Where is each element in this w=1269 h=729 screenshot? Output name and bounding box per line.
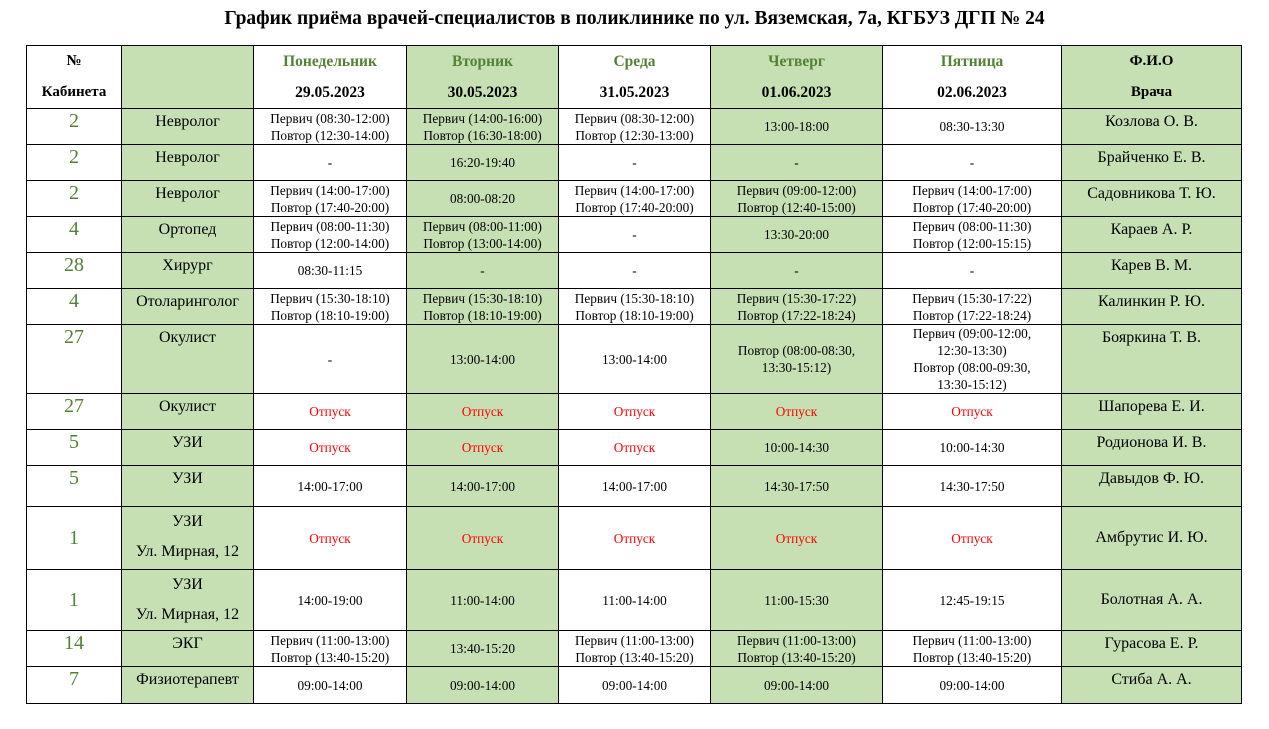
schedule-cell <box>559 145 711 181</box>
specialty-label: УЗИ <box>172 434 203 451</box>
time-slot: 13:30-15:12) <box>761 360 832 375</box>
specialty <box>122 507 254 570</box>
vacation-label: Отпуск <box>613 404 656 419</box>
doctor-name: Калинкин Р. Ю. <box>1062 289 1242 325</box>
schedule-cell <box>559 289 711 325</box>
schedule-table <box>26 45 1242 704</box>
specialty <box>122 667 254 704</box>
time-slot: 09:00-14:00 <box>449 677 515 693</box>
vacation-label: Отпуск <box>461 440 504 455</box>
time-slot: 16:20-19:40 <box>449 155 515 170</box>
time-slot: Первич (11:00-13:00) <box>575 632 694 648</box>
schedule-cell <box>559 570 711 631</box>
time-slot: 14:00-17:00 <box>601 478 667 494</box>
time-slot: - <box>969 263 975 278</box>
time-slot: 09:00-14:00 <box>939 677 1005 693</box>
specialty-label: Отоларинголог <box>136 293 239 310</box>
schedule-cell <box>254 570 407 631</box>
table-row <box>27 145 1242 181</box>
time-slot: Повтор (17:22-18:24) <box>737 307 856 323</box>
time-slot: 08:00-08:20 <box>449 191 515 206</box>
time-slot: 14:30-17:50 <box>939 478 1005 494</box>
schedule-cell <box>559 667 711 704</box>
time-slot: Первич (08:00-11:30) <box>270 218 390 234</box>
vacation-label: Отпуск <box>951 404 993 419</box>
schedule-cell <box>407 667 559 704</box>
schedule-cell <box>559 631 711 667</box>
time-slot: Первич (09:00-12:00, <box>912 326 1032 341</box>
time-slot: Повтор (17:22-18:24) <box>912 307 1032 323</box>
time-slot: 08:30-13:30 <box>939 119 1005 134</box>
table-row <box>27 570 1242 631</box>
schedule-cell <box>407 181 559 217</box>
specialty <box>122 466 254 507</box>
schedule-cell <box>711 430 883 466</box>
schedule-cell <box>559 181 711 217</box>
time-slot: 09:00-14:00 <box>763 677 829 693</box>
time-slot: Первич (11:00-13:00) <box>912 632 1032 648</box>
vacation-label: Отпуск <box>613 440 656 455</box>
time-slot: Повтор (16:30-18:00) <box>423 127 542 143</box>
time-slot: Первич (08:00-11:00) <box>423 218 542 234</box>
time-slot: Первич (14:00-17:00) <box>270 182 390 198</box>
doctor-name: Болотная А. А. <box>1062 570 1242 631</box>
schedule-cell <box>883 145 1062 181</box>
header-day-tue: Вторник 30.05.2023 <box>407 46 559 109</box>
time-slot: Повтор (08:00-09:30, <box>913 360 1031 375</box>
time-slot: 14:00-19:00 <box>297 592 363 608</box>
schedule-cell <box>254 667 407 704</box>
time-slot: Повтор (18:10-19:00) <box>423 307 542 323</box>
specialty <box>122 325 254 394</box>
schedule-cell <box>254 430 407 466</box>
table-row <box>27 217 1242 253</box>
schedule-cell <box>883 667 1062 704</box>
room-number: 2 <box>27 181 122 217</box>
doctor-name: Козлова О. В. <box>1062 109 1242 145</box>
time-slot: Первич (11:00-13:00) <box>737 632 856 648</box>
specialty-label: Окулист <box>158 398 217 415</box>
specialty <box>122 289 254 325</box>
schedule-cell <box>559 109 711 145</box>
time-slot: - <box>794 155 799 170</box>
time-slot: 14:00-17:00 <box>297 478 363 494</box>
specialty <box>122 181 254 217</box>
table-row <box>27 181 1242 217</box>
header-day-thu: Четверг 01.06.2023 <box>711 46 883 109</box>
schedule-cell <box>407 217 559 253</box>
schedule-cell <box>254 181 407 217</box>
schedule-cell <box>407 631 559 667</box>
schedule-cell <box>883 181 1062 217</box>
specialty-label: Ортопед <box>158 221 217 238</box>
room-number: 27 <box>27 325 122 394</box>
schedule-cell <box>559 325 711 394</box>
schedule-cell <box>407 289 559 325</box>
time-slot: 12:45-19:15 <box>939 592 1005 608</box>
table-row <box>27 253 1242 289</box>
schedule-cell <box>711 181 883 217</box>
doctor-name: Карев В. М. <box>1062 253 1242 289</box>
schedule-cell <box>883 289 1062 325</box>
doctor-name: Бояркина Т. В. <box>1062 325 1242 394</box>
vacation-label: Отпуск <box>309 530 351 546</box>
vacation-label: Отпуск <box>309 440 351 455</box>
time-slot: Повтор (13:40-15:20) <box>737 649 856 665</box>
table-row <box>27 466 1242 507</box>
time-slot: 08:30-11:15 <box>297 263 363 278</box>
doctor-name: Стиба А. А. <box>1062 667 1242 704</box>
doctor-name: Гурасова Е. Р. <box>1062 631 1242 667</box>
specialty-label: УЗИ <box>172 513 203 530</box>
room-number: 5 <box>27 466 122 507</box>
schedule-cell <box>407 507 559 570</box>
schedule-cell <box>407 253 559 289</box>
schedule-cell <box>883 570 1062 631</box>
room-number: 1 <box>27 507 122 570</box>
schedule-cell <box>711 507 883 570</box>
time-slot: Первич (11:00-13:00) <box>270 632 390 648</box>
specialty <box>122 145 254 181</box>
table-row <box>27 507 1242 570</box>
schedule-cell <box>254 466 407 507</box>
specialty-label: УЗИ <box>172 470 203 487</box>
time-slot: Повтор (13:40-15:20) <box>270 649 390 665</box>
time-slot: 09:00-14:00 <box>297 677 363 693</box>
vacation-label: Отпуск <box>461 404 504 419</box>
schedule-cell <box>254 507 407 570</box>
table-row <box>27 109 1242 145</box>
time-slot: Повтор (12:30-14:00) <box>270 127 390 143</box>
vacation-label: Отпуск <box>775 530 818 546</box>
time-slot: 14:30-17:50 <box>763 478 829 494</box>
header-row <box>27 46 1242 109</box>
time-slot: Повтор (13:40-15:20) <box>575 649 694 665</box>
schedule-cell <box>254 253 407 289</box>
time-slot: Повтор (08:00-08:30, <box>737 343 856 358</box>
schedule-cell <box>407 109 559 145</box>
schedule-cell <box>883 217 1062 253</box>
specialty-label: Ул. Мирная, 12 <box>135 606 240 623</box>
specialty-label: УЗИ <box>172 576 203 593</box>
time-slot: Первич (15:30-17:22) <box>912 290 1032 306</box>
time-slot: Повтор (12:30-13:00) <box>575 127 694 143</box>
schedule-cell <box>559 394 711 430</box>
schedule-cell <box>559 217 711 253</box>
time-slot: - <box>794 263 799 278</box>
doctor-name: Садовникова Т. Ю. <box>1062 181 1242 217</box>
schedule-cell <box>407 570 559 631</box>
schedule-cell <box>559 430 711 466</box>
room-number: 2 <box>27 145 122 181</box>
schedule-cell <box>711 466 883 507</box>
specialty-label: Невролог <box>155 113 220 130</box>
specialty <box>122 217 254 253</box>
time-slot: 12:30-13:30) <box>937 343 1007 358</box>
doctor-name: Родионова И. В. <box>1062 430 1242 466</box>
specialty-label: Невролог <box>155 149 220 166</box>
schedule-cell <box>254 217 407 253</box>
time-slot: Повтор (13:00-14:00) <box>423 235 542 251</box>
vacation-label: Отпуск <box>309 404 351 419</box>
time-slot: Повтор (12:00-14:00) <box>270 235 390 251</box>
schedule-cell <box>711 667 883 704</box>
schedule-cell <box>407 430 559 466</box>
header-day-wed: Среда 31.05.2023 <box>559 46 711 109</box>
schedule-cell <box>711 145 883 181</box>
vacation-label: Отпуск <box>951 530 993 546</box>
schedule-cell <box>711 289 883 325</box>
doctor-name: Шапорева Е. И. <box>1062 394 1242 430</box>
schedule-cell <box>883 631 1062 667</box>
time-slot: Повтор (17:40-20:00) <box>912 199 1032 215</box>
time-slot: 13:00-14:00 <box>601 351 667 367</box>
time-slot: Повтор (12:00-15:15) <box>912 235 1032 251</box>
time-slot: Первич (14:00-16:00) <box>422 110 543 126</box>
table-row <box>27 325 1242 394</box>
schedule-cell <box>883 325 1062 394</box>
schedule-cell <box>254 325 407 394</box>
doctor-name: Давыдов Ф. Ю. <box>1062 466 1242 507</box>
time-slot: - <box>480 263 485 278</box>
specialty <box>122 631 254 667</box>
time-slot: 13:30-15:12) <box>937 377 1007 392</box>
room-number: 28 <box>27 253 122 289</box>
time-slot: 10:00-14:30 <box>763 440 829 455</box>
specialty-label: Невролог <box>155 185 220 202</box>
table-row <box>27 430 1242 466</box>
schedule-cell <box>407 394 559 430</box>
time-slot: Повтор (13:40-15:20) <box>912 649 1032 665</box>
schedule-cell <box>883 253 1062 289</box>
time-slot: Повтор (18:10-19:00) <box>270 307 390 323</box>
room-number: 27 <box>27 394 122 430</box>
time-slot: Первич (14:00-17:00) <box>912 182 1032 198</box>
schedule-cell <box>711 109 883 145</box>
schedule-cell <box>254 145 407 181</box>
schedule-cell <box>711 394 883 430</box>
time-slot: Первич (15:30-18:10) <box>574 290 695 306</box>
table-row <box>27 394 1242 430</box>
vacation-label: Отпуск <box>461 530 504 546</box>
schedule-cell <box>254 289 407 325</box>
specialty <box>122 253 254 289</box>
room-number: 5 <box>27 430 122 466</box>
time-slot: Повтор (17:40-20:00) <box>270 199 390 215</box>
time-slot: 11:00-14:00 <box>602 592 667 608</box>
schedule-cell <box>711 325 883 394</box>
schedule-cell <box>711 631 883 667</box>
time-slot: Первич (08:00-11:30) <box>912 218 1032 234</box>
header-doctor: Ф.И.О Врача <box>1062 46 1242 109</box>
schedule-cell <box>407 145 559 181</box>
schedule-cell <box>559 507 711 570</box>
time-slot: 13:00-18:00 <box>763 119 829 134</box>
schedule-cell <box>883 394 1062 430</box>
schedule-cell <box>883 507 1062 570</box>
schedule-cell <box>883 466 1062 507</box>
specialty-label: Хирург <box>162 257 213 274</box>
room-number: 4 <box>27 289 122 325</box>
time-slot: 11:00-15:30 <box>764 592 829 608</box>
schedule-cell <box>711 253 883 289</box>
time-slot: - <box>327 351 333 367</box>
specialty <box>122 394 254 430</box>
doctor-name: Брайченко Е. В. <box>1062 145 1242 181</box>
schedule-cell <box>254 631 407 667</box>
schedule-cell <box>254 394 407 430</box>
time-slot: Повтор (17:40-20:00) <box>575 199 694 215</box>
time-slot: - <box>632 155 637 170</box>
header-room: № Кабинета <box>27 46 122 109</box>
schedule-cell <box>711 570 883 631</box>
schedule-cell <box>559 253 711 289</box>
time-slot: Первич (15:30-18:10) <box>270 290 390 306</box>
room-number: 14 <box>27 631 122 667</box>
time-slot: 14:00-17:00 <box>449 478 515 494</box>
schedule-cell <box>407 325 559 394</box>
room-number: 1 <box>27 570 122 631</box>
time-slot: - <box>632 263 637 278</box>
time-slot: - <box>632 227 637 242</box>
time-slot: Первич (08:30-12:00) <box>270 110 390 126</box>
schedule-body <box>27 109 1242 704</box>
schedule-cell <box>407 466 559 507</box>
header-day-mon: Понедельник 29.05.2023 <box>254 46 407 109</box>
time-slot: Первич (15:30-18:10) <box>422 290 543 306</box>
time-slot: Первич (09:00-12:00) <box>736 182 857 198</box>
schedule-cell <box>559 466 711 507</box>
table-row <box>27 631 1242 667</box>
schedule-cell <box>254 109 407 145</box>
vacation-label: Отпуск <box>775 404 818 419</box>
time-slot: Повтор (12:40-15:00) <box>737 199 856 215</box>
doctor-name: Караев А. Р. <box>1062 217 1242 253</box>
room-number: 2 <box>27 109 122 145</box>
specialty-label: Ул. Мирная, 12 <box>135 543 240 560</box>
specialty-label: Физиотерапевт <box>136 671 239 688</box>
time-slot: 13:00-14:00 <box>449 351 515 367</box>
time-slot: Первич (14:00-17:00) <box>574 182 695 198</box>
specialty <box>122 109 254 145</box>
specialty-label: ЭКГ <box>172 635 203 652</box>
time-slot: 09:00-14:00 <box>601 677 667 693</box>
time-slot: Первич (15:30-17:22) <box>736 290 857 306</box>
time-slot: 13:30-20:00 <box>763 227 829 242</box>
time-slot: Первич (08:30-12:00) <box>574 110 695 126</box>
table-row <box>27 667 1242 704</box>
room-number: 7 <box>27 667 122 704</box>
time-slot: 13:40-15:20 <box>449 641 515 656</box>
time-slot: 11:00-14:00 <box>450 592 515 608</box>
time-slot: - <box>327 155 333 170</box>
doctor-name: Амбрутис И. Ю. <box>1062 507 1242 570</box>
room-number: 4 <box>27 217 122 253</box>
header-day-fri: Пятница 02.06.2023 <box>883 46 1062 109</box>
time-slot: 10:00-14:30 <box>939 440 1005 455</box>
header-specialty <box>122 46 254 109</box>
vacation-label: Отпуск <box>613 530 656 546</box>
specialty-label: Окулист <box>158 329 217 346</box>
schedule-cell <box>883 430 1062 466</box>
table-row <box>27 289 1242 325</box>
specialty <box>122 430 254 466</box>
specialty <box>122 570 254 631</box>
schedule-cell <box>711 217 883 253</box>
time-slot: - <box>969 155 975 170</box>
schedule-cell <box>883 109 1062 145</box>
time-slot: Повтор (18:10-19:00) <box>575 307 694 323</box>
page-title: График приёма врачей-специалистов в поликлинике по ул. Вяземская, 7а, КГБУЗ ДГП № 24 <box>224 8 1045 29</box>
